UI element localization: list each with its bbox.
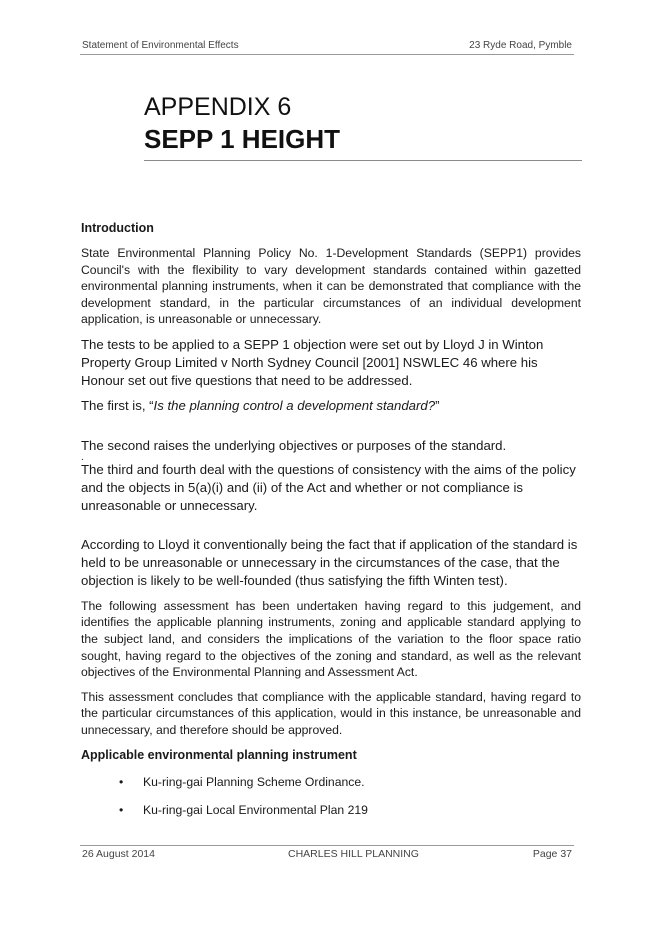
first-question-suffix: ” [435, 398, 440, 414]
appendix-title: SEPP 1 HEIGHT [144, 124, 341, 154]
paragraph-third-fourth-questions: The third and fourth deal with the questions of consistency with the aims of the policy and the objects in 5(a)(i) and (ii) of the Act and whether or not compliance is unreasonable or unnecessary. [81, 461, 576, 513]
list-item [81, 774, 581, 790]
list-item-text: Ku-ring-gai Local Environmental Plan 219 [143, 803, 368, 818]
instrument-heading: Applicable environmental planning instrument [81, 748, 357, 763]
first-question-italic: Is the planning control a development standard? [153, 398, 436, 414]
footer-company: CHARLES HILL PLANNING [288, 848, 419, 860]
footer-page-number: Page 37 [532, 848, 572, 860]
stray-dot: . [81, 451, 84, 463]
footer-date: 26 August 2014 [82, 848, 155, 860]
bullet-icon: • [119, 775, 124, 790]
appendix-number: APPENDIX 6 [144, 93, 292, 121]
page-header [80, 40, 574, 55]
list-item-text: Ku-ring-gai Planning Scheme Ordinance. [143, 775, 365, 790]
paragraph-lloyd: According to Lloyd it conventionally being the fact that if application of the standard is held to be unreasonable or unnecessary in the circumstances of the case, that the objection is likely to be well-founded (thus satisfying the fifth Winten test). [81, 537, 578, 588]
instrument-list [81, 774, 581, 818]
appendix-title-block [144, 92, 582, 161]
paragraph-sepp1-overview: State Environmental Planning Policy No. 1-Development Standards (SEPP1) provides Council's with the flexibility to vary development standards contained within gazetted environmental planning instruments, when it can be demonstrated that compliance with the development standard, in the particular circumstances of an individual development application, is unreasonable or unnecessary. [81, 246, 581, 327]
header-document-title: Statement of Environmental Effects [82, 40, 239, 51]
list-item [81, 802, 581, 818]
first-question-prefix: The first is, “ [81, 398, 154, 414]
paragraph-second-question: The second raises the underlying objectives or purposes of the standard. [81, 438, 507, 454]
spacer [81, 423, 581, 437]
paragraph-tests: The tests to be applied to a SEPP 1 objection were set out by Lloyd J in Winton Property Group Limited v North Sydney Council [2001] NSWLEC 46 where his Honour set out five questions that need to be addressed. [81, 336, 544, 388]
document-body [81, 219, 581, 830]
page-footer [80, 845, 574, 864]
spacer [81, 522, 581, 536]
bullet-icon: • [119, 803, 124, 818]
paragraph-conclusion: This assessment concludes that compliance with the applicable standard, having regard to the particular circumstances of this application, would in this instance, be unreasonable and unnecessary, and therefore should be approved. [81, 689, 581, 737]
header-address: 23 Ryde Road, Pymble [469, 40, 572, 51]
introduction-heading: Introduction [81, 221, 154, 235]
paragraph-assessment: The following assessment has been undertaken having regard to this judgement, and identifies the applicable planning instruments, zoning and applicable standard applying to the subject land, and considers the implications of the variation to the floor space ratio sought, having regard to the objectives of the zoning and standard, as well as the relevant objectives of the Environmental Planning and Assessment Act. [81, 598, 581, 680]
paragraph-first-question [81, 397, 581, 415]
